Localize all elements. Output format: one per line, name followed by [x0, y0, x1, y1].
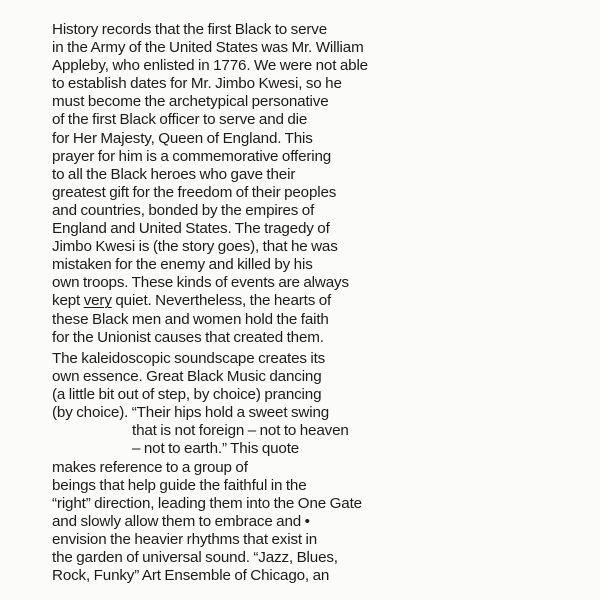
- paragraph-jimbo-kwesi: [52, 21, 368, 347]
- text-line: prayer for him is a commemorative offering: [52, 147, 332, 165]
- text-line: own essence. Great Black Music dancing: [52, 368, 322, 386]
- text-fragment: kept: [52, 292, 84, 310]
- text-line: Appleby, who enlisted in 1776. We were not able: [52, 57, 368, 75]
- paragraph-soundscape: [52, 350, 362, 585]
- text-line: Jimbo Kwesi is (the story goes), that he was: [52, 238, 338, 256]
- text-line: envision the heavier rhythms that exist in: [52, 530, 318, 548]
- text-line: the garden of universal sound. “Jazz, Blues,: [52, 549, 338, 567]
- text-line-emphasis: [52, 292, 368, 310]
- text-line: and countries, bonded by the empires of: [52, 201, 315, 219]
- text-line: own troops. These kinds of events are always: [52, 274, 349, 292]
- text-line: History records that the first Black to serve: [52, 21, 328, 38]
- text-line: for Her Majesty, Queen of England. This: [52, 129, 313, 147]
- text-line: (a little bit out of step, by choice) prancing: [52, 386, 322, 404]
- text-line: (by choice). “Their hips hold a sweet swing: [52, 404, 330, 422]
- text-line: “right” direction, leading them into the One Gate: [52, 494, 362, 512]
- text-line: must become the archetypical personative: [52, 93, 329, 111]
- quote-line-indented: that is not foreign – not to heaven: [132, 422, 349, 440]
- text-fragment: quiet. Nevertheless, the hearts of: [111, 292, 332, 310]
- text-line: Rock, Funky” Art Ensemble of Chicago, an: [52, 567, 330, 585]
- text-line: The kaleidoscopic soundscape creates its: [52, 350, 326, 367]
- text-line: England and United States. The tragedy of: [52, 220, 330, 238]
- text-line: these Black men and women hold the faith: [52, 310, 329, 328]
- text-line: to all the Black heroes who gave their: [52, 165, 296, 183]
- quote-line-indented: – not to earth.” This quote: [132, 440, 300, 458]
- text-line: greatest gift for the freedom of their peoples: [52, 183, 337, 201]
- text-line: of the first Black officer to serve and die: [52, 111, 308, 129]
- text-line: for the Unionist causes that created them.: [52, 328, 324, 346]
- text-line: mistaken for the enemy and killed by his: [52, 256, 313, 274]
- text-line: makes reference to a group of: [52, 458, 248, 476]
- underlined-word: very: [83, 292, 112, 310]
- text-line: in the Army of the United States was Mr. William: [52, 39, 364, 57]
- text-line: to establish dates for Mr. Jimbo Kwesi, so he: [52, 75, 342, 93]
- text-line: and slowly allow them to embrace and •: [52, 512, 310, 530]
- text-line: beings that help guide the faithful in the: [52, 476, 307, 494]
